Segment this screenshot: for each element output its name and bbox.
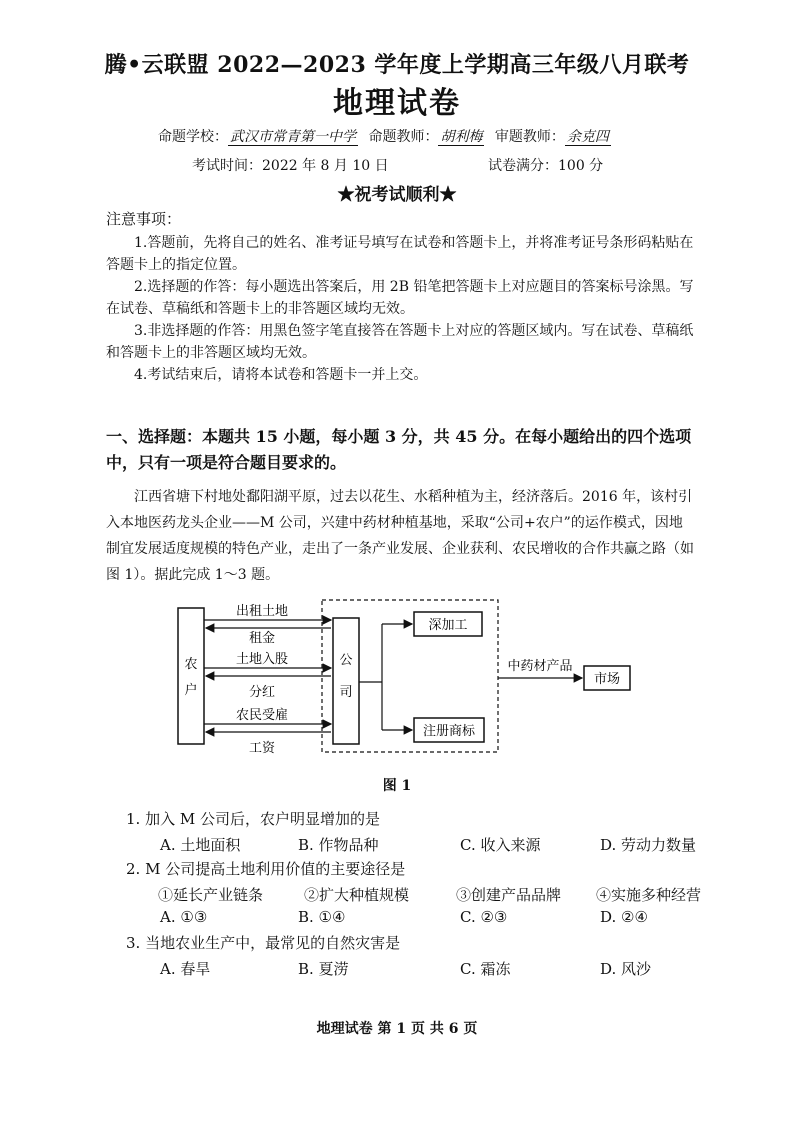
section-heading: 一、选择题：本题共 15 小题，每小题 3 分，共 45 分。在每小题给出的四个选项中，只有一项是符合题目要求的。 [106,427,692,472]
company-char-2: 司 [339,685,353,700]
q2-option-b[interactable]: B. ①④ [298,908,346,926]
question-1-stem: 1. 加入 M 公司后，农户明显增加的是 [126,810,380,828]
note-item: 1.答题前，先将自己的姓名、准考证号填写在试卷和答题卡上，并将准考证号条形码粘贴在答题卡上的指定位置。 [106,235,694,273]
q2-statement-4: ④实施多种经营 [596,886,702,904]
author-name: 胡利梅 [440,129,483,145]
q2-statement-2: ②扩大种植规模 [304,886,410,904]
trademark-label: 注册商标 [422,724,476,739]
authors-line [158,126,611,146]
note-item: 3.非选择题的作答：用黑色签字笔直接答在答题卡上对应的答题区域内。写在试卷、草稿纸和答题卡上的非答题区域均无效。 [106,323,694,361]
market-label: 市场 [593,672,621,687]
q1-option-b[interactable]: B. 作物品种 [298,836,379,854]
q1-option-c[interactable]: C. 收入来源 [460,836,541,854]
author-label: 命题教师： [368,129,439,145]
reviewer-label: 审题教师： [494,129,565,145]
school-name: 武汉市常青第一中学 [230,129,356,145]
q3-option-a[interactable]: A. 春旱 [160,960,211,978]
reviewer-name: 余克四 [566,129,609,145]
q1-option-a[interactable]: A. 土地面积 [160,836,241,854]
q3-option-d[interactable]: D. 风沙 [600,960,652,978]
company-box [333,618,359,744]
flow-label-rent-land: 出租土地 [235,604,289,619]
company-char-1: 公 [339,653,353,668]
farmers-char-2: 户 [184,683,198,698]
subject-title: 地理试卷 [333,86,461,121]
notes-title: 注意事项： [106,210,182,228]
page-footer: 地理试卷 第 1 页 共 6 页 [316,1021,478,1037]
flow-label-wage: 工资 [248,741,276,756]
flow-label-dividend: 分红 [248,685,276,700]
figure-1-diagram [150,596,650,766]
q2-option-d[interactable]: D. ②④ [600,908,648,926]
farmers-char-1: 农 [184,657,198,672]
product-label: 中药材产品 [507,659,573,674]
full-score: 试卷满分：100 分 [488,158,604,174]
flow-label-land-share: 土地入股 [235,652,289,667]
note-item: 2.选择题的作答：每小题选出答案后，用 2B 铅笔把答题卡上对应题目的答案标号涂黑。写在试卷、草稿纸和答题卡上的非答题区域均无效。 [106,279,694,317]
note-item: 4.考试结束后，请将本试卷和答题卡一并上交。 [134,367,428,383]
q2-statement-3: ③创建产品品牌 [456,886,562,904]
deep-processing-label: 深加工 [428,618,468,633]
q2-statement-1: ①延长产业链条 [158,886,264,904]
q3-option-c[interactable]: C. 霜冻 [460,960,511,978]
flow-label-rent: 租金 [248,631,276,646]
q3-option-b[interactable]: B. 夏涝 [298,960,349,978]
q1-option-d[interactable]: D. 劳动力数量 [600,836,697,854]
question-2-stem: 2. M 公司提高土地利用价值的主要途径是 [126,860,406,878]
exam-title: 腾•云联盟 2022—2023 学年度上学期高三年级八月联考 [104,52,690,78]
question-3-stem: 3. 当地农业生产中，最常见的自然灾害是 [126,934,401,952]
reading-passage: 江西省塘下村地处鄱阳湖平原，过去以花生、水稻种植为主，经济落后。2016 年，该村引入本地医药龙头企业——M 公司，兴建中药材种植基地，采取“公司+农户”的运作模式，因地制宜发展适度规模的特色产业，走出了一条产业发展、企业获利、农民增收的合作共赢之路（如图 1）。据此完成 1～3 题。 [106,489,694,583]
exam-time: 考试时间：2022 年 8 月 10 日 [192,158,389,174]
farmers-box [178,608,204,744]
q2-option-c[interactable]: C. ②③ [460,908,508,926]
q2-option-a[interactable]: A. ①③ [160,908,208,926]
flow-label-employment: 农民受雇 [235,708,289,723]
good-luck-banner: ★祝考试顺利★ [337,185,457,205]
figure-caption: 图 1 [382,778,412,794]
school-label: 命题学校： [158,129,228,145]
